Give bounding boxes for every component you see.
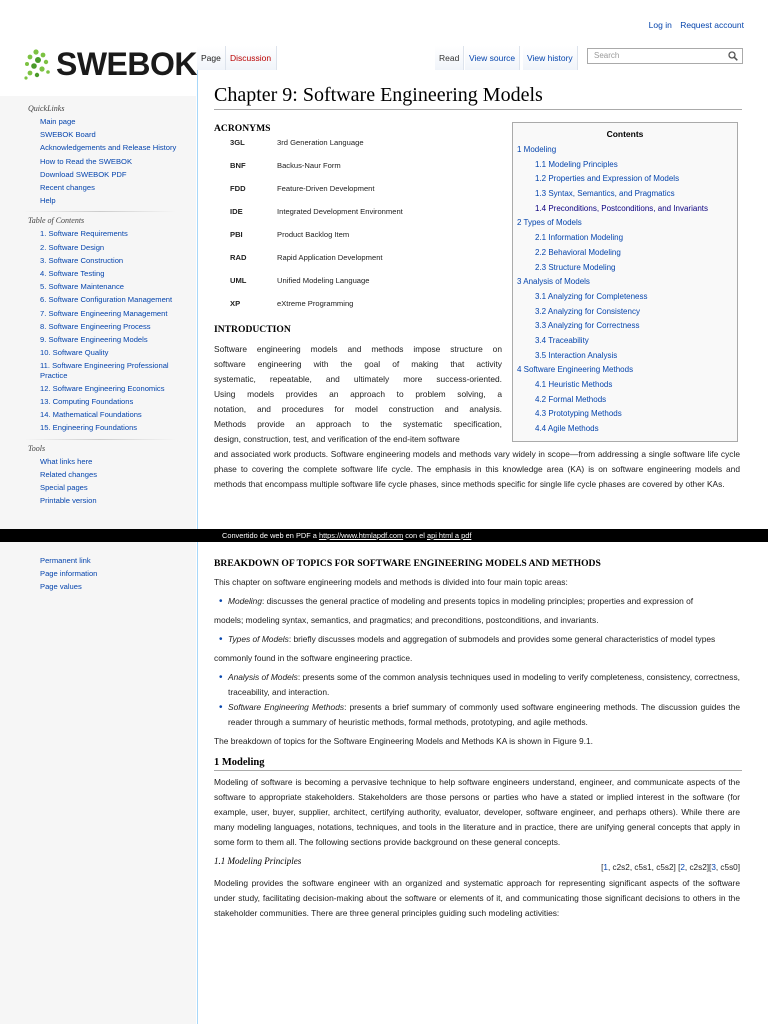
toc-item[interactable]: 4.2 Formal Methods	[535, 394, 607, 404]
acronym-abbr: UML	[230, 276, 247, 285]
topics-list	[214, 594, 740, 609]
toc-item[interactable]: 3 Analysis of Models	[517, 277, 590, 287]
sidebar-item[interactable]: Printable version	[40, 496, 97, 506]
reference-text: , c2s2, c5s1, c5s2] [	[607, 863, 681, 872]
intro-line: notation, and procedures for model construction and analysis.	[214, 404, 502, 414]
sidebar-item[interactable]: How to Read the SWEBOK	[40, 156, 133, 166]
search-icon[interactable]	[728, 51, 738, 61]
sidebar-item[interactable]: Recent changes	[40, 183, 95, 193]
topic-item	[228, 670, 740, 700]
request-account-link[interactable]: Request account	[680, 20, 744, 30]
acronym-definition: 3rd Generation Language	[277, 138, 364, 147]
introduction-heading: INTRODUCTION	[214, 324, 291, 335]
toc-item[interactable]: 4.1 Heuristic Methods	[535, 380, 613, 389]
tab-view-history[interactable]: View history	[523, 46, 578, 70]
tab-view-source[interactable]: View source	[465, 46, 520, 70]
acronym-abbr: IDE	[230, 207, 243, 216]
topic-text: : briefly discusses models and aggregation of submodels and provides some general characteristics of model types	[288, 634, 716, 644]
content-body	[214, 558, 740, 921]
intro-line: Software engineering models and methods impose structure on	[214, 344, 502, 354]
sidebar-item[interactable]: Download SWEBOK PDF	[40, 169, 127, 179]
breakdown-heading: BREAKDOWN OF TOPICS FOR SOFTWARE ENGINEERING MODELS AND METHODS	[214, 558, 601, 569]
acronym-definition: Integrated Development Environment	[277, 207, 403, 216]
principles-text: Modeling provides the software engineer with an organized and systematic approach for representing significant aspects of the software under study, facilitating decision-making about the software or elements of it, and communicating those significant decisions to others in the stakeholder communities. There are three general principles guiding such modeling activities:	[214, 878, 740, 918]
reference-text: , c5s0]	[715, 863, 740, 872]
toc-item[interactable]: 4 Software Engineering Methods	[517, 365, 634, 375]
breakdown-intro: This chapter on software engineering models and methods is divided into four main topic areas:	[214, 577, 568, 587]
sidebar-item[interactable]: 5. Software Maintenance	[40, 282, 125, 292]
acronym-row	[214, 253, 504, 276]
sidebar-item[interactable]: 7. Software Engineering Management	[40, 308, 168, 318]
toc-item[interactable]: 2.3 Structure Modeling	[535, 262, 616, 272]
topic-label: Analysis of Models	[228, 672, 298, 682]
sidebar	[0, 96, 196, 529]
pdf-prefix: Convertido de web en PDF a	[222, 531, 319, 540]
topic-item	[228, 632, 740, 647]
acronym-row	[214, 276, 504, 299]
toc-item[interactable]: 2.1 Information Modeling	[535, 233, 624, 243]
sidebar-item[interactable]: Page values	[40, 582, 82, 592]
login-link[interactable]: Log in	[648, 20, 672, 30]
acronym-definition: Rapid Application Development	[277, 253, 383, 262]
acronym-abbr: FDD	[230, 184, 246, 193]
toc-item[interactable]: 3.4 Traceability	[535, 335, 589, 345]
topic-text: : presents some of the common analysis techniques used in modeling to verify completeness, consistency, correctness, traceability, and interaction.	[228, 672, 740, 697]
sidebar-item[interactable]: Permanent link	[40, 556, 91, 565]
logo-dots-icon	[24, 48, 54, 80]
reference-link[interactable]: 2	[680, 863, 685, 872]
topics-list	[214, 632, 740, 647]
topic-continuation: commonly found in the software engineering practice.	[214, 653, 413, 663]
toc-item[interactable]: 4.4 Agile Methods	[535, 424, 599, 434]
principles-header	[214, 854, 740, 876]
site-logo[interactable]	[24, 44, 197, 84]
acronym-definition: Feature-Driven Development	[277, 184, 375, 193]
acronym-abbr: RAD	[230, 253, 247, 262]
acronym-row	[214, 230, 504, 253]
logo-text	[56, 46, 203, 83]
quicklinks-list	[0, 115, 196, 207]
quicklinks-heading: QuickLinks	[28, 104, 65, 113]
reference-text: , c2s2][	[684, 863, 712, 872]
intro-line: Methods provide an approach to the systematic specification,	[214, 419, 502, 429]
sidebar-item[interactable]: 9. Software Engineering Models	[40, 335, 148, 345]
modeling-heading: 1 Modeling	[214, 757, 742, 771]
principles-heading: 1.1 Modeling Principles	[214, 856, 302, 866]
personal-tools	[643, 20, 744, 30]
toc-item[interactable]: 3.2 Analyzing for Consistency	[535, 306, 640, 316]
pdf-conversion-bar	[0, 529, 768, 542]
toc-item[interactable]: 3.3 Analyzing for Correctness	[535, 321, 640, 331]
introduction-text	[214, 342, 502, 447]
acronym-definition: Product Backlog Item	[277, 230, 350, 239]
intro-line: software engineering with the goal of making that activity	[214, 359, 502, 369]
sidebar-item[interactable]: 15. Engineering Foundations	[40, 423, 138, 433]
toc-item[interactable]: 2 Types of Models	[517, 218, 582, 228]
acronym-definition: Unified Modeling Language	[277, 276, 370, 285]
topic-text: : discusses the general practice of modeling and presents topics in modeling principles; properties and expression of	[262, 596, 694, 606]
acronym-definition: eXtreme Programming	[277, 299, 354, 308]
search-box[interactable]	[587, 48, 743, 64]
acronym-abbr: XP	[230, 299, 241, 308]
toc-item[interactable]: 1 Modeling	[517, 145, 557, 154]
sidebar-item[interactable]: 12. Software Engineering Economics	[40, 383, 165, 393]
sidebar-item[interactable]: 8. Software Engineering Process	[40, 321, 151, 331]
sidebar-item[interactable]: 1. Software Requirements	[40, 229, 128, 239]
tools-list	[0, 455, 196, 508]
acronym-row	[214, 161, 504, 184]
toc-item[interactable]: 3.5 Interaction Analysis	[535, 350, 618, 360]
reference-link[interactable]: 1	[603, 863, 608, 872]
sidebar-item[interactable]: Special pages	[40, 483, 88, 493]
topic-item	[228, 700, 740, 730]
content-area-continued	[197, 542, 768, 1024]
sidebar-continued	[0, 542, 196, 1024]
logo-wordmark: SWEBOK	[56, 45, 197, 82]
sidebar-item[interactable]: Help	[40, 196, 56, 206]
sidebar-item[interactable]: Related changes	[40, 469, 97, 479]
pdf-conversion-text	[222, 529, 471, 542]
sidebar-item[interactable]: 6. Software Configuration Management	[40, 295, 173, 305]
acronym-abbr: PBI	[230, 230, 243, 239]
acronyms-table	[214, 138, 504, 322]
pdf-api-link[interactable]: api html a pdf	[427, 531, 472, 540]
sidebar-item[interactable]: 10. Software Quality	[40, 348, 109, 358]
introduction-text-continued: and associated work products. Software engineering models and methods vary widely in scope—from addressing a single software life cycle phase to covering the complete software life cycle. The emphasis in this knowledge area (KA) is on software engineering models and methods that encompass multiple software life cycle phases, since methods specific for single life cycle phases are covered by other KAs.	[214, 449, 740, 489]
sidebar-item[interactable]: 13. Computing Foundations	[40, 397, 134, 407]
tools-list-continued	[0, 554, 196, 594]
topics-list	[214, 670, 740, 730]
reference-link[interactable]: 3	[711, 863, 716, 872]
acronym-row	[214, 138, 504, 161]
principles-references: [1, c2s2, c5s1, c5s2] [2, c2s2][3, c5s0]	[601, 863, 740, 872]
toc-item[interactable]: 2.2 Behavioral Modeling	[535, 247, 621, 257]
toc-item[interactable]: 1.1 Modeling Principles	[535, 159, 618, 169]
toc-heading: Table of Contents	[28, 216, 85, 226]
tab-page[interactable]: Page	[197, 46, 226, 70]
acronym-row	[214, 184, 504, 207]
topic-label: Types of Models	[228, 634, 289, 644]
topic-text: : presents a brief summary of commonly used software engineering methods. The discussion guides the reader through a summary of heuristic methods, formal methods, prototyping, and agile methods.	[228, 702, 741, 727]
intro-line: systematic, repeatable, and ultimately more success-oriented.	[214, 374, 502, 384]
topic-label: Modeling	[228, 596, 262, 606]
topic-continuation: models; modeling syntax, semantics, and pragmatics; and preconditions, postconditions, and invariants.	[214, 615, 599, 625]
toc-item[interactable]: 3.1 Analyzing for Completeness	[535, 291, 648, 301]
sidebar-item[interactable]: 14. Mathematical Foundations	[40, 410, 142, 420]
acronym-abbr: BNF	[230, 161, 246, 170]
sidebar-item[interactable]: What links here	[40, 456, 93, 466]
sidebar-item[interactable]: Acknowledgements and Release History	[40, 143, 177, 153]
tab-read[interactable]: Read	[435, 46, 464, 70]
modeling-text: Modeling of software is becoming a pervasive technique to help software engineers understand, engineer, and communicate aspects of the software to appropriate stakeholders. Stakeholders are those persons or parties who have a stated or implied interest in the software (for example, user, buyer, supplier, architect, certifying authority, evaluator, developer, software engineer, and perhaps others). While there are many modeling languages, notations, techniques, and tools in the literature and in practice, there are unifying general concepts that apply in some form to them all. The following sections provide background on these general concepts.	[214, 777, 740, 847]
chapters-list	[0, 227, 196, 434]
toc-item[interactable]: 1.2 Properties and Expression of Models	[535, 174, 680, 184]
contents-box	[512, 122, 738, 442]
intro-line: Using models provides an approach to problem solving, a	[214, 389, 502, 399]
toc-item[interactable]: 4.3 Prototyping Methods	[535, 409, 622, 419]
search-input[interactable]: Search	[594, 51, 620, 60]
tools-heading: Tools	[28, 443, 46, 453]
acronym-row	[214, 207, 504, 230]
sidebar-item[interactable]: Main page	[40, 117, 76, 126]
topic-item	[228, 594, 740, 609]
pdf-middle: con el	[403, 531, 427, 540]
acronym-abbr: 3GL	[230, 138, 245, 147]
acronym-row	[214, 299, 504, 322]
breakdown-closing: The breakdown of topics for the Software Engineering Models and Methods KA is shown in Figure 9.1.	[214, 736, 593, 746]
acronym-definition: Backus-Naur Form	[277, 161, 341, 170]
tab-discussion[interactable]: Discussion	[226, 46, 277, 70]
sidebar-item[interactable]: 11. Software Engineering Professional Practice	[40, 361, 169, 380]
acronyms-heading: ACRONYMS	[214, 123, 271, 134]
sidebar-item[interactable]: Page information	[40, 569, 98, 579]
sidebar-divider	[24, 439, 176, 440]
topic-label: Software Engineering Methods	[228, 702, 345, 712]
toc-item[interactable]: 1.3 Syntax, Semantics, and Pragmatics	[535, 189, 675, 199]
sidebar-divider	[24, 211, 176, 212]
pdf-url-link[interactable]: https://www.htmlapdf.com	[318, 531, 404, 540]
intro-line: design, construction, test, and verification of the end-item software	[214, 434, 460, 444]
sidebar-item[interactable]: 2. Software Design	[40, 242, 105, 252]
sidebar-item[interactable]: 3. Software Construction	[40, 255, 124, 265]
page-title: Chapter 9: Software Engineering Models	[214, 84, 742, 110]
contents-title: Contents	[606, 129, 644, 139]
sidebar-item[interactable]: SWEBOK Board	[40, 130, 96, 140]
toc-item[interactable]: 1.4 Preconditions, Postconditions, and Invariants	[535, 203, 708, 213]
sidebar-item[interactable]: 4. Software Testing	[40, 269, 105, 279]
